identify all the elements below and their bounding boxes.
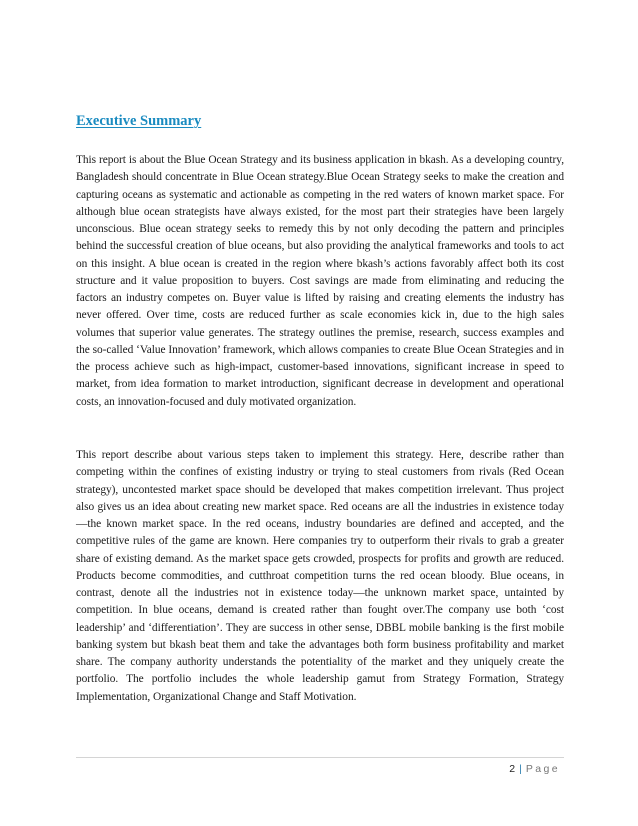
page-footer <box>509 763 560 775</box>
body-paragraph-1: This report is about the Blue Ocean Strategy and its business application in bkash. As a developing country, Bangladesh should concentrate in Blue Ocean strategy.Blue Ocean Strategy seeks to make the creation and capturing oceans as systematic and actionable as competing in the red waters of known market space. For although blue ocean strategists have always existed, for the most part their strategies have been largely unconscious. Blue ocean strategy seeks to remedy this by not only decoding the pattern and principles behind the successful creation of blue oceans, but also providing the analytical frameworks and tools to act on this insight. A blue ocean is created in the region where bkash’s actions favorably affect both its cost structure and it value proposition to buyers. Cost savings are made from eliminating and reducing the factors an industry competes on. Buyer value is lifted by raising and creating elements the industry has never offered. Over time, costs are reduced further as scale economies kick in, due to the high sales volumes that superior value generates. The strategy outlines the premise, research, success examples and the so-called ‘Value Innovation’ framework, which allows companies to create Blue Ocean Strategies and in the process achieve such as high-impact, customer-based innovations, significant increase in speed to market, from idea formation to market introduction, significant decrease in development and operational costs, an innovation-focused and duly motivated organization. <box>76 154 564 408</box>
body-paragraph-2: This report describe about various steps taken to implement this strategy. Here, describe rather than competing within the confines of existing industry or trying to steal customers from rivals (Red Ocean strategy), uncontested market space should be developed that makes competition irrelevant. Thus project also gives us an idea about creating new market space. Red oceans are all the industries in existence today—the known market space. In the red oceans, industry boundaries are defined and accepted, and the competitive rules of the game are known. Here companies try to outperform their rivals to grab a greater share of existing demand. As the market space gets crowded, prospects for profits and growth are reduced. Products become commodities, and cutthroat competition turns the red ocean bloody. Blue oceans, in contrast, denote all the industries not in existence today—the unknown market space, untainted by competition. In blue oceans, demand is created rather than fought over.The company use both ‘cost leadership’ and ‘differentiation’. They are success in other sense, DBBL mobile banking is the first mobile banking system but bkash beat them and take the advantages both form business profitability and market share. The company authority understands the potentiality of the market and they uniquely create the portfolio. The portfolio includes the whole leadership gamut from Strategy Formation, Strategy Implementation, Organizational Change and Staff Motivation. <box>76 449 564 703</box>
footer-divider <box>76 757 564 758</box>
page-label: Page <box>525 763 560 775</box>
page-number: 2 <box>509 763 516 775</box>
section-heading: Executive Summary <box>76 113 202 129</box>
footer-separator: | <box>519 763 522 775</box>
